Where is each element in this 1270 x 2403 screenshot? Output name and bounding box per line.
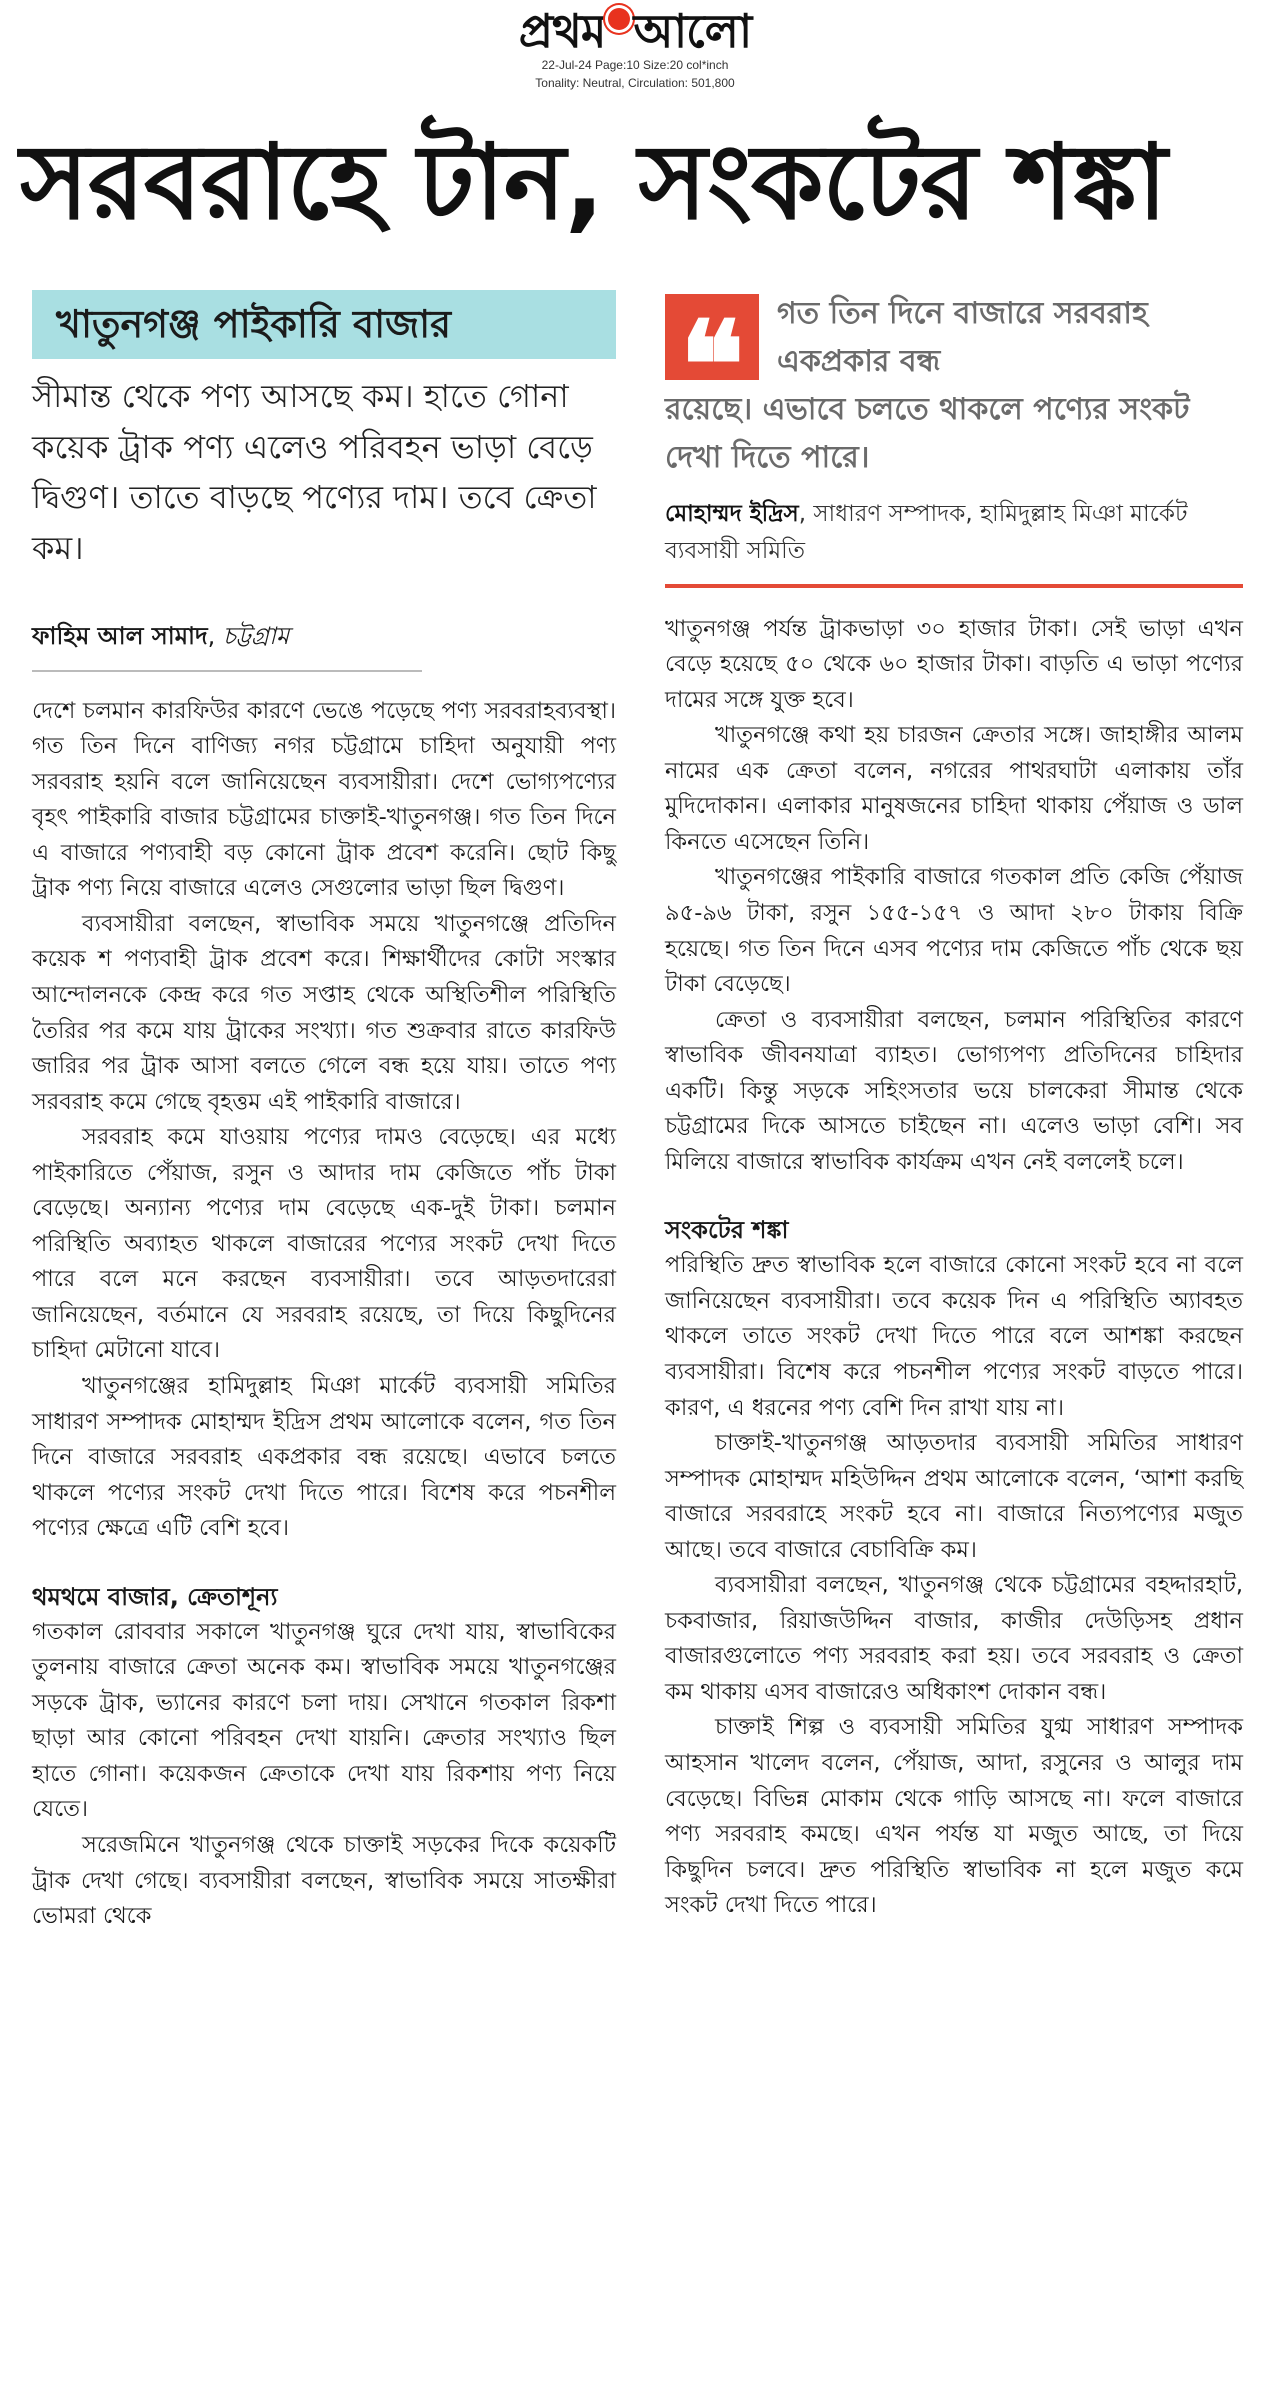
clipping-meta-line-1: 22-Jul-24 Page:10 Size:20 col*inch: [541, 58, 729, 72]
body-paragraph: খাতুনগঞ্জের পাইকারি বাজারে গতকাল প্রতি কেজি পেঁয়াজ ৯৫-৯৬ টাকা, রসুন ১৫৫-১৫৭ ও আদা ২৮০ টাকায় বিক্রি হয়েছে। গত তিন দিনে এসব পণ্যের দাম কেজিতে পাঁচ থেকে ছয় টাকা বেড়েছে।: [665, 864, 1243, 998]
body-paragraph: ব্যবসায়ীরা বলছেন, খাতুনগঞ্জ থেকে চট্টগ্রামের বহদ্দারহাট, চকবাজার, রিয়াজউদ্দিন বাজার, কাজীর দেউড়িসহ প্রধান বাজারগুলোতে পণ্য সরবরাহ করা হয়। তবে সরবরাহ ও ক্রেতা কম থাকায় এসব বাজারেও অধিকাংশ দোকান বন্ধ।: [665, 1572, 1243, 1705]
body-paragraph: চাক্তাই-খাতুনগঞ্জ আড়তদার ব্যবসায়ী সমিতির সাধারণ সম্পাদক মোহাম্মদ মহিউদ্দিন প্রথম আলোকে বলেন, ‘আশা করছি বাজারে সরবরাহে সংকট হবে না। বাজারে নিত্যপণ্যের মজুত আছে। তবে বাজারে বেচাবিক্রি কম।: [665, 1430, 1243, 1563]
author-location: চট্টগ্রাম: [222, 621, 290, 650]
divider: [665, 584, 1243, 588]
body-paragraph: ব্যবসায়ীরা বলছেন, স্বাভাবিক সময়ে খাতুনগঞ্জে প্রতিদিন কয়েক শ পণ্যবাহী ট্রাক প্রবেশ করে। শিক্ষার্থীদের কোটা সংস্কার আন্দোলনকে কেন্দ্র করে গত সপ্তাহ থেকে অস্থিতিশীল পরিস্থিতি তৈরির পর কমে যায় ট্রাকের সংখ্যা। গত শুক্রবার রাতে কারফিউ জারির পর ট্রাক আসা বলতে গেলে বন্ধ হয়ে যায়। তাতে পণ্য সরবরাহ কমে গেছে বৃহত্তম এই পাইকারি বাজারে।: [32, 910, 616, 1115]
right-body: [665, 612, 1243, 1924]
body-paragraph: খাতুনগঞ্জের হামিদুল্লাহ মিঞা মার্কেট ব্যবসায়ী সমিতির সাধারণ সম্পাদক মোহাম্মদ ইদ্রিস প্রথম আলোকে বলেন, গত তিন দিনে বাজারে সরবরাহ একপ্রকার বন্ধ রয়েছে। এভাবে চলতে থাকলে পণ্যের সংকট দেখা দিতে পারে। বিশেষ করে পচনশীল পণ্যের ক্ষেত্রে এটি বেশি হবে।: [32, 1372, 616, 1542]
quote-icon: ❝: [665, 294, 759, 380]
article-headline: সরবরাহে টান, সংকটের শঙ্কা: [20, 121, 1167, 243]
pull-quote-text-1: গত তিন দিনে বাজারে সরবরাহ একপ্রকার বন্ধ: [777, 296, 1148, 379]
section-kicker: খাতুনগঞ্জ পাইকারি বাজার: [32, 290, 616, 359]
left-column: [32, 290, 616, 1935]
body-paragraph: ক্রেতা ও ব্যবসায়ীরা বলছেন, চলমান পরিস্থিতির কারণে স্বাভাবিক জীবনযাত্রা ব্যাহত। ভোগ্যপণ্য প্রতিদিনের চাহিদার একটি। কিন্তু সড়কে সহিংসতার ভয়ে চালকেরা সীমান্ত থেকে চট্টগ্রামের দিকে আসতে চাইছেন না। এলেও ভাড়া বেশি। সব মিলিয়ে বাজারে স্বাভাবিক কার্যক্রম এখন নেই বললেই চলে।: [665, 1006, 1243, 1175]
body-paragraph: পরিস্থিতি দ্রুত স্বাভাবিক হলে বাজারে কোনো সংকট হবে না বলে জানিয়েছেন ব্যবসায়ীরা। তবে কয়েক দিন এ পরিস্থিতি অ্যাবহত থাকলে তাতে সংকট দেখা দিতে পারে বলে আশঙ্কা করছেন ব্যবসায়ীরা। বিশেষ করে পচনশীল পণ্যের সংকট বাড়তে পারে। কারণ, এ ধরনের পণ্য বেশি দিন রাখা যায় না।: [665, 1252, 1243, 1421]
left-body: [32, 694, 616, 1935]
logo-text-right: আলো: [633, 4, 752, 58]
attribution-name: মোহাম্মদ ইদ্রিস: [665, 501, 799, 527]
sun-icon: [608, 8, 630, 30]
body-paragraph: সরেজমিনে খাতুনগঞ্জ থেকে চাক্তাই সড়কের দিকে কয়েকটি ট্রাক দেখা গেছে। ব্যবসায়ীরা বলছেন, স্বাভাবিক সময়ে সাতক্ষীরা ভোমরা থেকে: [32, 1831, 616, 1930]
pull-quote-text-2: রয়েছে। এভাবে চলতে থাকলে পণ্যের সংকট দেখা দিতে পারে।: [665, 392, 1190, 475]
subheading: থমথমে বাজার, ক্রেতাশূন্য: [32, 1582, 278, 1611]
newspaper-logo: [518, 4, 752, 58]
body-paragraph: সরবরাহ কমে যাওয়ায় পণ্যের দামও বেড়েছে। এর মধ্যে পাইকারিতে পেঁয়াজ, রসুন ও আদার দাম কেজিতে পাঁচ টাকা বেড়েছে। অন্যান্য পণ্যের দাম বেড়েছে এক-দুই টাকা। চলমান পরিস্থিতি অব্যাহত থাকলে বাজারের পণ্যের সংকট দেখা দিতে পারে বলে মনে করছেন ব্যবসায়ীরা। তবে আড়তদারেরা জানিয়েছেন, বর্তমানে যে সরবরাহ রয়েছে, তা দিয়ে কিছুদিনের চাহিদা মেটানো যাবে।: [32, 1124, 616, 1364]
right-column: [665, 290, 1243, 1924]
quote-attribution: [665, 496, 1243, 570]
body-paragraph: খাতুনগঞ্জে কথা হয় চারজন ক্রেতার সঙ্গে। জাহাঙ্গীর আলম নামের এক ক্রেতা বলেন, নগরের পাথরঘাটা এলাকায় তাঁর মুদিদোকান। এলাকার মানুষজনের চাহিদা থাকায় পেঁয়াজ ও ডাল কিনতে এসেছেন তিনি।: [665, 722, 1243, 855]
attribution-role: , সাধারণ সম্পাদক, হামিদুল্লাহ মিঞা মার্কেট ব্যবসায়ী সমিতি: [665, 501, 1188, 564]
masthead: [0, 4, 1270, 90]
byline: ফাহিম আল সামাদ, চট্টগ্রাম: [32, 618, 422, 672]
logo-text-left: প্রথম: [518, 4, 606, 58]
body-paragraph: চাক্তাই শিল্প ও ব্যবসায়ী সমিতির যুগ্ম সাধারণ সম্পাদক আহসান খালেদ বলেন, পেঁয়াজ, আদা, রসুনের ও আলুর দাম বেড়েছে। বিভিন্ন মোকাম থেকে গাড়ি আসছে না। ফলে বাজারে পণ্য সরবরাহ কমছে। এখন পর্যন্ত যা মজুত আছে, তা দিয়ে কিছুদিন চলবে। দ্রুত পরিস্থিতি স্বাভাবিক না হলে মজুত কমে সংকট দেখা দিতে পারে।: [665, 1714, 1243, 1919]
body-paragraph: দেশে চলমান কারফিউর কারণে ভেঙে পড়েছে পণ্য সরবরাহব্যবস্থা। গত তিন দিনে বাণিজ্য নগর চট্টগ্রামে চাহিদা অনুযায়ী পণ্য সরবরাহ হয়নি বলে জানিয়েছেন ব্যবসায়ীরা। দেশে ভোগ্যপণ্যের বৃহৎ পাইকারি বাজার চট্টগ্রামের চাক্তাই-খাতুনগঞ্জ। গত তিন দিনে এ বাজারে পণ্যবাহী বড় কোনো ট্রাক প্রবেশ করেনি। ছোট কিছু ট্রাক পণ্য নিয়ে বাজারে এলেও সেগুলোর ভাড়া ছিল দ্বিগুণ।: [32, 697, 616, 902]
intro-summary: সীমান্ত থেকে পণ্য আসছে কম। হাতে গোনা কয়েক ট্রাক পণ্য এলেও পরিবহন ভাড়া বেড়ে দ্বিগুণ। তাতে বাড়ছে পণ্যের দাম। তবে ক্রেতা কম।: [32, 377, 597, 568]
author-name: ফাহিম আল সামাদ: [32, 621, 208, 650]
body-paragraph: গতকাল রোববার সকালে খাতুনগঞ্জ ঘুরে দেখা যায়, স্বাভাবিকের তুলনায় বাজারে ক্রেতা অনেক কম। স্বাভাবিক সময়ে খাতুনগঞ্জের সড়কে ট্রাক, ভ্যানের কারণে চলা দায়। সেখানে গতকাল রিকশা ছাড়া আর কোনো পরিবহন দেখা যায়নি। ক্রেতার সংখ্যাও ছিল হাতে গোনা। কয়েকজন ক্রেতাকে দেখা যায় রিকশায় পণ্য নিয়ে যেতে।: [32, 1618, 616, 1823]
body-paragraph: খাতুনগঞ্জ পর্যন্ত ট্রাকভাড়া ৩০ হাজার টাকা। সেই ভাড়া এখন বেড়ে হয়েছে ৫০ থেকে ৬০ হাজার টাকা। বাড়তি এ ভাড়া পণ্যের দামের সঙ্গে যুক্ত হবে।: [665, 615, 1243, 713]
clipping-meta-line-2: Tonality: Neutral, Circulation: 501,800: [535, 76, 735, 90]
subheading: সংকটের শঙ্কা: [665, 1216, 789, 1245]
